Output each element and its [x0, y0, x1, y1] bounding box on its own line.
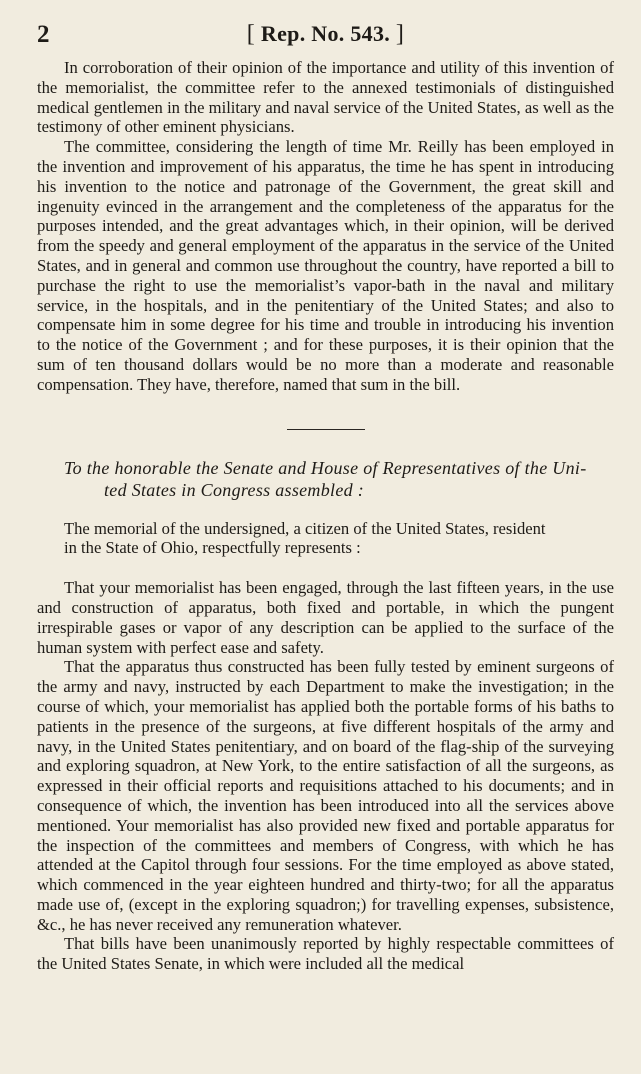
address-line-2: ted States in Congress assembled :	[104, 479, 365, 500]
running-head	[37, 21, 614, 47]
report-paragraph: The committee, considering the length of time Mr. Reilly has been employed in the invention and improvement of his apparatus, the time he has spent in introducing his invention to the notice and patronage of the Government, the great skill and ingenuity evinced in the arrangement and the completeness of the apparatus for the purposes intended, and the great advantages which, in their opinion, will be derived from the speedy and general employment of the apparatus in the service of the United States, and in general and common use throughout the country, have reported a bill to purchase the right to use the memorialist’s vapor-bath in the naval and military service, in the hospitals, and in the penitentiary of the United States; and also to compensate him in some degree for his time and trouble in introducing his invention to the notice of the Government ; and for these purposes, it is their opinion that the sum of ten thousand dollars would be no more than a moderate and reasonable compensation. They have, therefore, named that sum in the bill.	[37, 137, 614, 394]
memorial-text	[37, 519, 614, 975]
memorial-intro-line-2: in the State of Ohio, respectfully represents :	[64, 538, 361, 558]
address-line-1: To the honorable the Senate and House of Representatives of the Uni-	[64, 457, 587, 478]
memorial-address	[37, 457, 614, 501]
page-number: 2	[37, 21, 50, 48]
report-text	[37, 58, 614, 395]
address-heading	[37, 457, 614, 501]
memorial-paragraph: That the apparatus thus constructed has been fully tested by eminent surgeons of the army and navy, instructed by each Department to make the investigation; in the course of which, your memorialist has applied both the portable forms of his baths to patients in the presence of the surgeons, at five different hospitals of the army and navy, in the United States penitentiary, and on board of the flag-ship of the surveying and exploring squadron, at New York, to the entire satisfaction of all the surgeons, as expressed in their official reports and requisitions attached to his documents; and in consequence of which, the invention has been introduced into all the services above mentioned. Your memorialist has also provided new fixed and portable apparatus for the inspection of the committees and members of Congress, with which he has attended at the Capitol through four sessions. For the time employed as above stated, which commenced in the year eighteen hundred and thirty-two; for all the apparatus made use of, (except in the exploring squadron;) for travelling expenses, subsistence, &c., he has never received any remuneration whatever.	[37, 657, 614, 934]
memorial-paragraph: That your memorialist has been engaged, through the last fifteen years, in the use and construction of apparatus, both fixed and portable, in which the pungent irrespirable gases or vapor of any description can be applied to the surface of the human system with perfect ease and safety.	[37, 578, 614, 657]
memorial-paragraph: That bills have been unanimously reported by highly respectable committees of the United States Senate, in which were included all the medical	[37, 934, 614, 974]
memorial-intro-line-1: The memorial of the undersigned, a citizen of the United States, resident	[64, 518, 546, 538]
bracket-right: ]	[395, 21, 405, 47]
report-number: Rep. No. 543.	[260, 21, 391, 46]
section-divider	[287, 429, 365, 430]
page-header	[37, 0, 614, 58]
report-paragraph: In corroboration of their opinion of the importance and utility of this invention of the memorialist, the committee refer to the annexed testimonials of distinguished medical gentlemen in the military and naval service of the United States, as well as the testimony of other eminent physicians.	[37, 58, 614, 137]
bracket-left: [	[246, 21, 256, 47]
paragraph-gap	[37, 558, 614, 578]
